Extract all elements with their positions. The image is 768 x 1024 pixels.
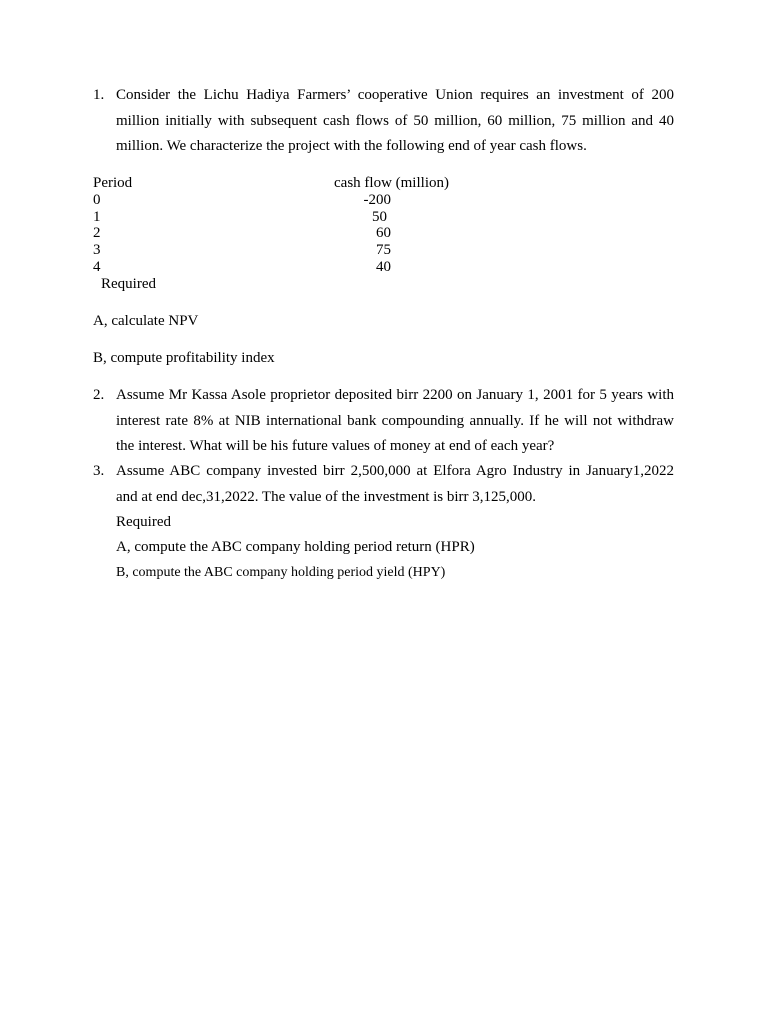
cash-flow-cell: 40	[376, 258, 391, 275]
question-2-text: Assume Mr Kassa Asole proprietor deposited birr 2200 on January 1, 2001 for 5 years with interest rate 8% at NIB international bank compounding annually. If he will not withdraw the interest. What will be his future values of money at end of each year?	[116, 387, 674, 454]
period-cell: 3	[93, 242, 101, 259]
cash-flow-row	[93, 209, 493, 226]
cash-flow-table-header	[93, 175, 493, 192]
question-2	[93, 383, 674, 460]
cash-flow-header: cash flow (million)	[334, 175, 449, 191]
question-3	[93, 459, 674, 585]
question-1-number: 1.	[93, 87, 105, 103]
period-header: Period	[93, 175, 133, 191]
cash-flow-row	[93, 242, 493, 259]
period-cell: 4	[93, 258, 101, 275]
question-3-part-b: B, compute the ABC company holding period yield (HPY)	[116, 565, 446, 580]
question-2-number: 2.	[93, 387, 105, 403]
period-cell: 1	[93, 208, 101, 225]
period-cell: 2	[93, 225, 101, 242]
cash-flow-cell: 50	[372, 208, 387, 225]
cash-flow-row	[93, 192, 493, 209]
period-cell: 0	[93, 191, 101, 208]
question-1-part-a: A, calculate NPV	[93, 313, 199, 329]
cash-flow-cell: 75	[376, 242, 391, 259]
question-3-part-a: A, compute the ABC company holding period return (HPR)	[116, 539, 475, 555]
cash-flow-cell: 60	[376, 225, 391, 242]
cash-flow-table	[93, 175, 493, 276]
question-1-text: Consider the Lichu Hadiya Farmers’ cooperative Union requires an investment of 200 million initially with subsequent cash flows of 50 million, 60 million, 75 million and 40 million. We characterize the project with the following end of year cash flows.	[116, 87, 674, 154]
question-3-required-label: Required	[116, 514, 171, 530]
question-3-text: Assume ABC company invested birr 2,500,000 at Elfora Agro Industry in January1,2022 and at end dec,31,2022. The value of the investment is birr 3,125,000.	[116, 463, 674, 505]
cash-flow-cell: -200	[363, 191, 391, 208]
question-1-part-b: B, compute profitability index	[93, 350, 275, 366]
question-3-number: 3.	[93, 463, 105, 479]
cash-flow-row	[93, 259, 493, 276]
question-1	[93, 83, 674, 160]
cash-flow-row	[93, 225, 493, 242]
question-1-required-label: Required	[101, 276, 156, 292]
